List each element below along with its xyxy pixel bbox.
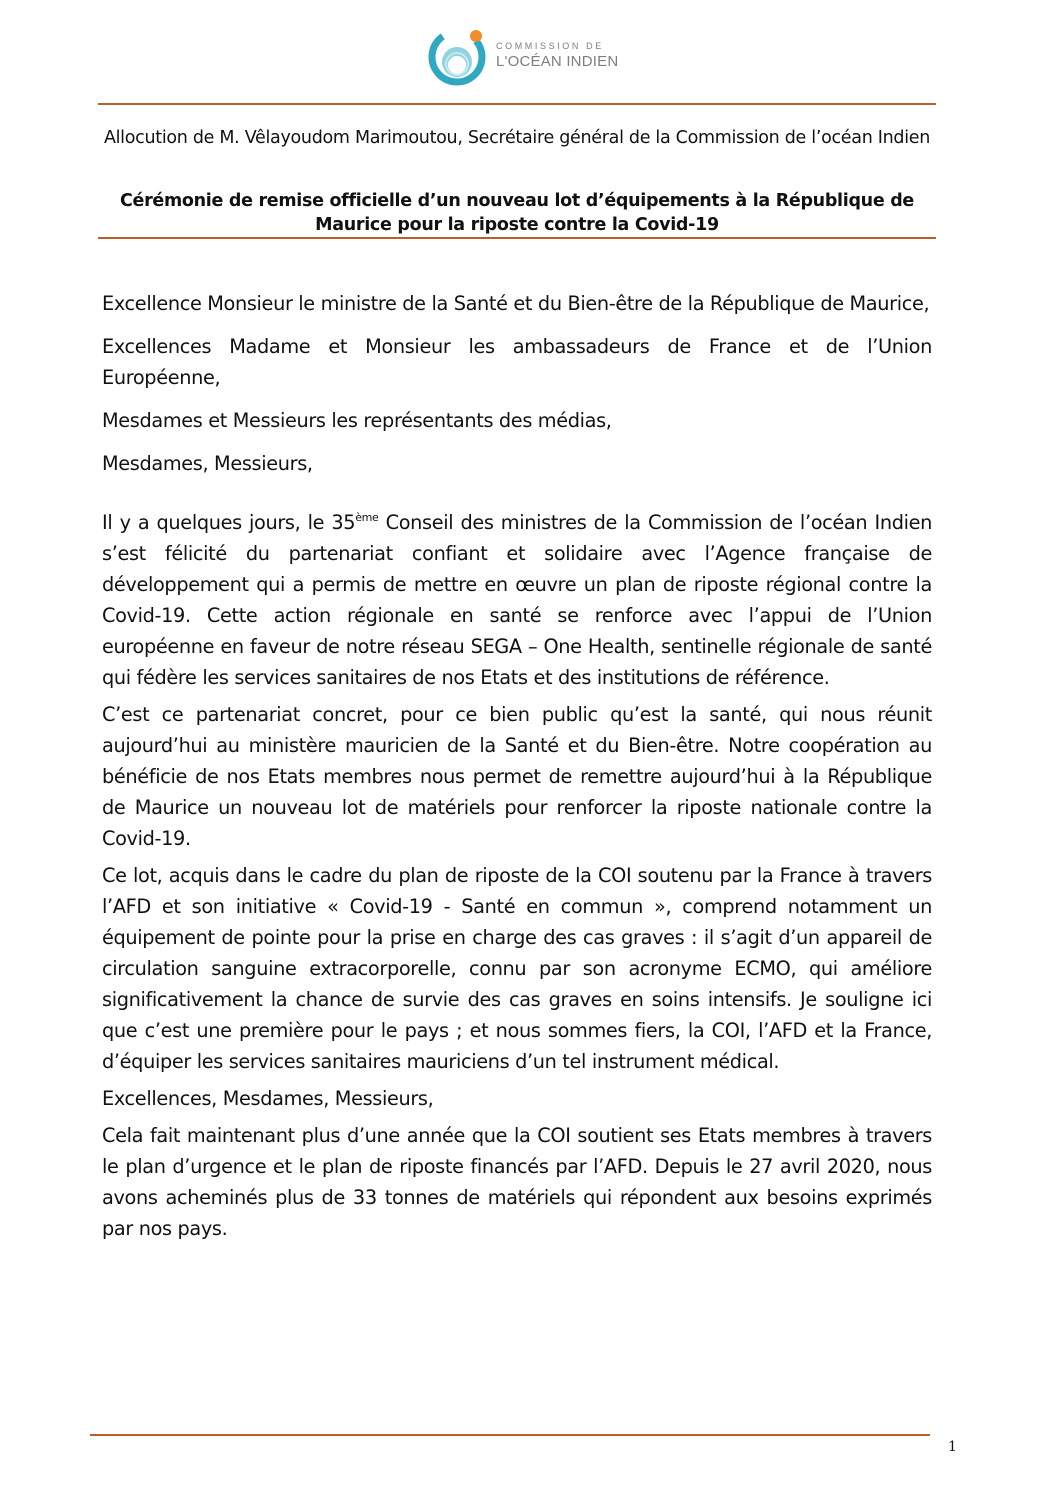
coi-logo-icon	[428, 24, 490, 86]
paragraph-support: Cela fait maintenant plus d’une année que la COI soutient ses Etats membres à travers le plan d’urgence et le plan de riposte financés par l’AFD. Depuis le 27 avril 2020, nous avons acheminés plus de 33 tonnes de matériels qui répondent aux besoins exprimés par nos pays.	[102, 1124, 932, 1240]
paragraph-council-start: Il y a quelques jours, le 35	[102, 511, 356, 534]
paragraph-council	[102, 507, 932, 693]
header-bottom-rule	[98, 237, 936, 239]
document-title: Cérémonie de remise officielle d’un nouveau lot d’équipements à la République de Maurice pour la riposte contre la Covid-19	[119, 191, 915, 235]
coi-logo	[428, 20, 628, 90]
speech-attribution: Allocution de M. Vêlayoudom Marimoutou, Secrétaire général de la Commission de l’océan Indien	[103, 128, 931, 148]
greeting-media: Mesdames et Messieurs les représentants des médias,	[102, 409, 612, 432]
greeting-general: Mesdames, Messieurs,	[102, 452, 313, 475]
greeting-ambassadors: Excellences Madame et Monsieur les ambassadeurs de France et de l’Union Européenne,	[102, 335, 932, 389]
speech-body	[102, 288, 932, 1250]
greeting-minister: Excellence Monsieur le ministre de la Santé et du Bien-être de la République de Maurice,	[102, 292, 930, 315]
footer-rule	[90, 1434, 930, 1436]
logo-line-2: L'OCÉAN INDIEN	[496, 52, 619, 70]
logo-line-1: COMMISSION DE	[496, 40, 604, 51]
paragraph-ecmo: Ce lot, acquis dans le cadre du plan de riposte de la COI soutenu par la France à travers l’AFD et son initiative « Covid-19 - Santé en commun », comprend notamment un équipement de pointe pour la prise en charge des cas graves : il s’agit d’un appareil de circulation sanguine extracorporelle, connu par son acronyme ECMO, qui améliore significativement la chance de survie des cas graves en soins intensifs. Je souligne ici que c’est une première pour le pays ; et nous sommes fiers, la COI, l’AFD et la France, d’équiper les services sanitaires mauriciens d’un tel instrument médical.	[102, 864, 932, 1073]
header-top-rule	[98, 103, 936, 105]
paragraph-address: Excellences, Mesdames, Messieurs,	[102, 1087, 434, 1110]
ordinal-superscript: ème	[355, 511, 379, 524]
paragraph-council-rest: Conseil des ministres de la Commission de l’océan Indien s’est félicité du partenariat confiant et solidaire avec l’Agence française de développement qui a permis de mettre en œuvre un plan de riposte régional contre la Covid-19. Cette action régionale en santé se renforce avec l’appui de l’Union européenne en faveur de notre réseau SEGA – One Health, sentinelle régionale de santé qui fédère les services sanitaires de nos Etats et des institutions de référence.	[102, 511, 932, 689]
paragraph-partnership: C’est ce partenariat concret, pour ce bien public qu’est la santé, qui nous réunit aujourd’hui au ministère mauricien de la Santé et du Bien-être. Notre coopération au bénéficie de nos Etats membres nous permet de remettre aujourd’hui à la République de Maurice un nouveau lot de matériels pour renforcer la riposte nationale contre la Covid-19.	[102, 703, 932, 850]
logo-text	[496, 42, 618, 69]
page-number: 1	[948, 1439, 957, 1455]
